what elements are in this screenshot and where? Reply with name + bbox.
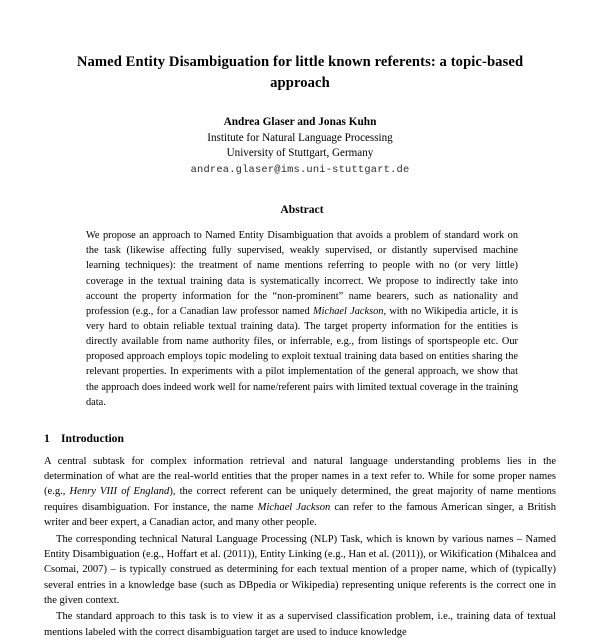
section-heading-introduction: [44, 432, 556, 445]
author-names: Andrea Glaser and Jonas Kuhn: [223, 116, 377, 129]
page-title: Named Entity Disambiguation for little known referents: a topic-based approach: [76, 54, 524, 91]
author-block: [72, 115, 528, 177]
paragraph-italic-michael-jackson: Michael Jackson: [257, 501, 331, 513]
paragraph: [44, 454, 556, 531]
abstract-italic-michael-jackson: Michael Jackson: [312, 305, 384, 317]
paragraph: [44, 609, 556, 640]
affiliation-university: University of Stuttgart, Germany: [226, 146, 374, 159]
paragraph: [44, 532, 556, 609]
contact-email: andrea.glaser@ims.uni-stuttgart.de: [190, 163, 410, 176]
abstract-heading: Abstract: [280, 203, 324, 217]
section-number: 1: [44, 431, 50, 445]
affiliation-institute: Institute for Natural Language Processing: [207, 131, 393, 144]
body-content: [0, 432, 600, 640]
paragraph-text-part1: The standard approach to this task is to view it as a supervised classification problem, i.e., training data of textual mentions labeled with the correct disambiguation target are used to induce knowledge: [44, 611, 556, 638]
paragraph-text-part2: ), the correct referent can be uniquely determined, the great majority of name mentions requires disambiguation. For instance, the name: [44, 486, 557, 513]
abstract-body: [86, 228, 518, 410]
paragraph-italic-henry-viii: Henry VIII of England: [69, 486, 170, 498]
section-title: Introduction: [61, 431, 124, 445]
abstract-text-part2: , with no Wikipedia article, it is very hard to obtain reliable textual training data). The target property information for the entities is directly available from name authority files, or inferrable, e.g., from listings of sportspeople etc. Our proposed approach employs topic modeling to exploit textual training data based on entities sharing the relevant properties. In experiments with a pilot implementation of the general approach, we show that the approach does indeed work well for name/referent pairs with limited textual coverage in the training data.: [86, 305, 518, 408]
paragraph-text-part3: can refer to the famous American singer, a British writer and beer expert, a Canadian actor, and many other people.: [44, 501, 556, 529]
abstract-section: [0, 203, 600, 410]
abstract-text-part1: We propose an approach to Named Entity Disambiguation that avoids a problem of standard work on the task (likewise affecting fully supervised, weakly supervised, or distantly supervised machine learning techniques): the treatment of name mentions referring to people with no (or very little) coverage in the textual training data is systematically incorrect. We propose to indirectly take into account the property information for the “non-prominent” name bearers, such as nationality and profession (e.g., for a Canadian law professor named: [86, 230, 518, 317]
paragraph-text-part1: A central subtask for complex information retrieval and natural language understanding problems lies in the determination of what are the real-world entities that the proper names in a text refer to. While for some proper names (e.g.,: [44, 455, 556, 498]
paragraph-text-part1: The corresponding technical Natural Language Processing (NLP) Task, which is known by various names – Named Entity Disambiguation (e.g., Hoffart et al. (2011)), Entity Linking (e.g., Han et al. (2011)), or Wikification (Mihalcea and Csomai, 2007) – is typically construed as determining for each textual mention of a proper name, which of (typically) several entries in a knowledge base (such as DBpedia or Wikipedia) representing unique referents is the correct one in the given context.: [44, 533, 556, 606]
title-block: [0, 0, 600, 177]
